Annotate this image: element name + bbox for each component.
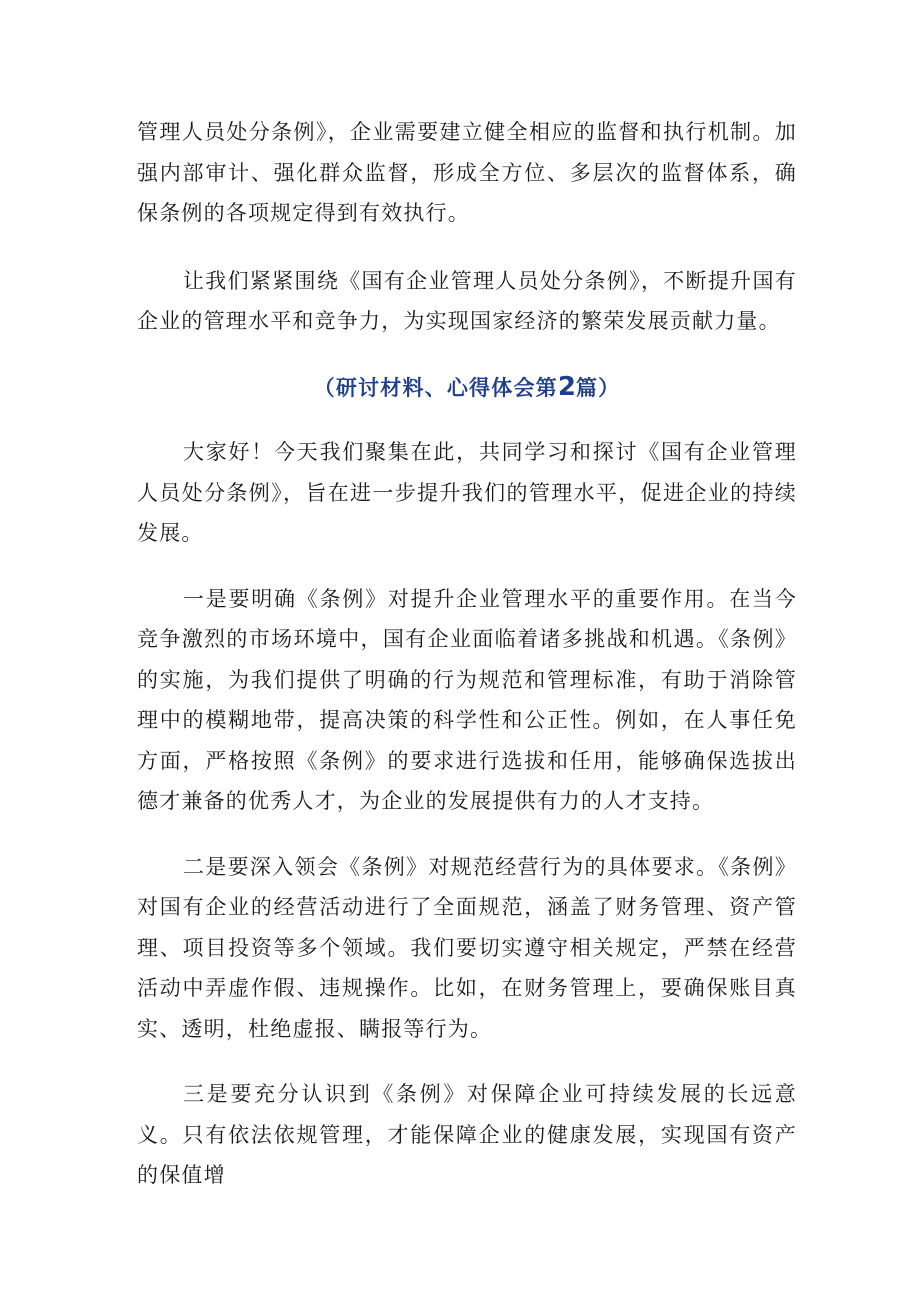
paragraph-point-two: 二是要深入领会《条例》对规范经营行为的具体要求。《条例》对国有企业的经营活动进行了全面规范，涵盖了财务管理、资产管理、项目投资等多个领域。我们要切实遵守相关规定，严禁在经营活动中弄虚作假、违规操作。比如，在财务管理上，要确保账目真实、透明，杜绝虚报、瞒报等行为。	[137, 854, 797, 1041]
paragraph-continuation: 管理人员处分条例》，企业需要建立健全相应的监督和执行机制。加强内部审计、强化群众监督，形成全方位、多层次的监督体系，确保条例的各项规定得到有效执行。	[137, 120, 797, 225]
heading-suffix: 篇）	[575, 374, 621, 400]
paragraph-point-three: 三是要充分认识到《条例》对保障企业可持续发展的长远意义。只有依法依规管理，才能保障企业的健康发展，实现国有资产的保值增	[137, 1082, 797, 1187]
document-body	[137, 112, 797, 1221]
paragraph-point-one: 一是要明确《条例》对提升企业管理水平的重要作用。在当今竞争激烈的市场环境中，国有企业面临着诸多挑战和机遇。《条例》的实施，为我们提供了明确的行为规范和管理标准，有助于消除管理中的模糊地带，提高决策的科学性和公正性。例如，在人事任免方面，严格按照《条例》的要求进行选拔和任用，能够确保选拔出德才兼备的优秀人才，为企业的发展提供有力的人才支持。	[137, 586, 797, 813]
section-heading	[137, 367, 797, 409]
paragraph-closing-call: 让我们紧紧围绕《国有企业管理人员处分条例》，不断提升国有企业的管理水平和竞争力，为实现国家经济的繁荣发展贡献力量。	[137, 268, 797, 333]
heading-number: 2	[557, 371, 576, 402]
heading-prefix: （研讨材料、心得体会第	[313, 374, 558, 400]
paragraph-greeting: 大家好！今天我们聚集在此，共同学习和探讨《国有企业管理人员处分条例》，旨在进一步提升我们的管理水平，促进企业的持续发展。	[137, 440, 797, 545]
